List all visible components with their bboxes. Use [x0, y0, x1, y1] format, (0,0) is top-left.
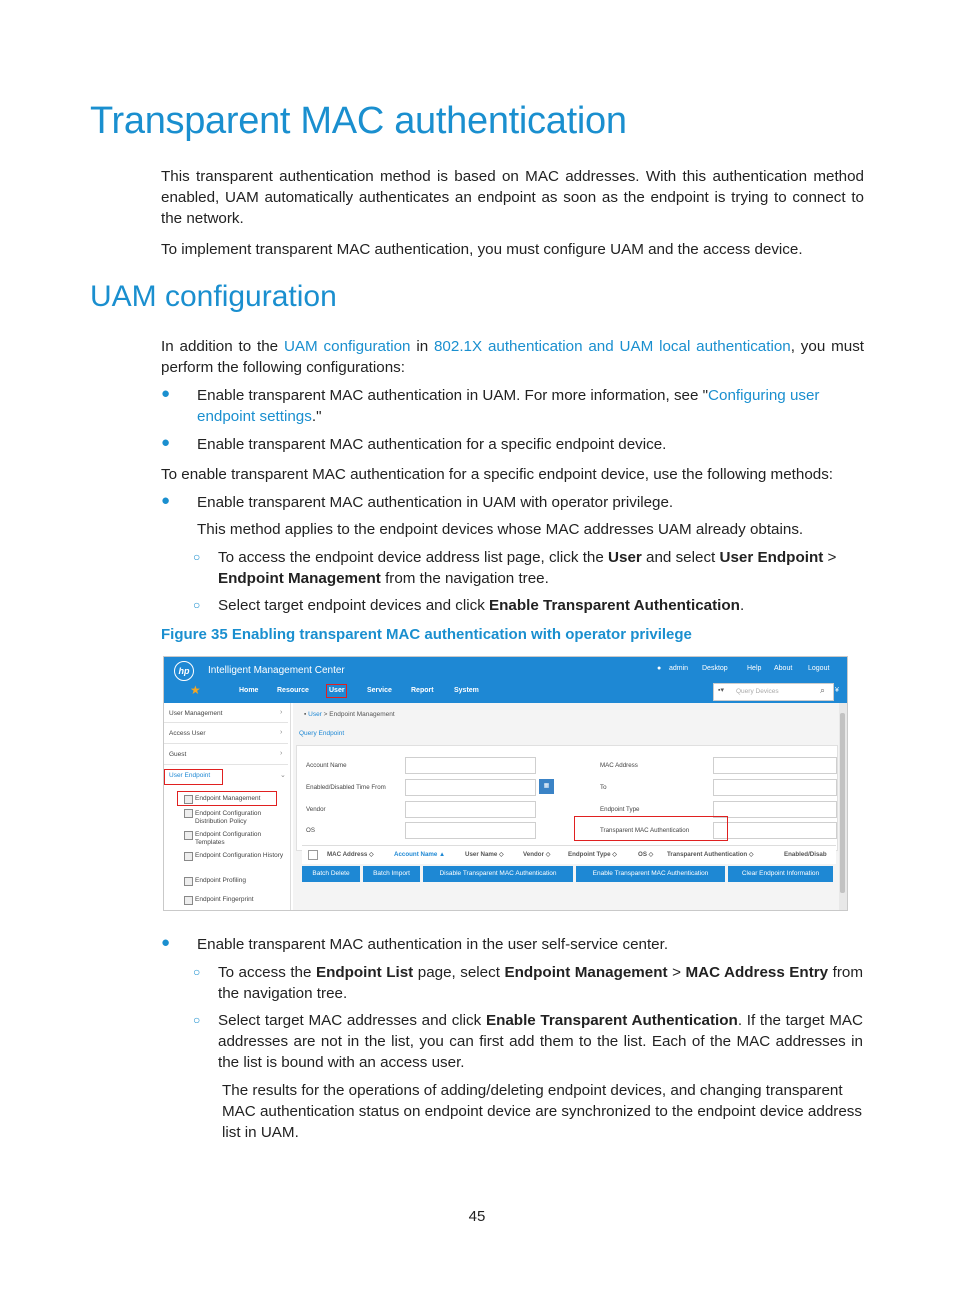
- divider: [164, 743, 288, 744]
- uam-paragraph: [161, 336, 864, 378]
- sub-bullet-icon: ○: [193, 550, 201, 564]
- sub-bullet-icon: ○: [193, 1013, 201, 1027]
- configuring-user-endpoint-link[interactable]: Configuring user endpoint settings: [197, 387, 820, 425]
- endpoint-icon: [184, 852, 193, 861]
- sub-c1-t4: from the navigation tree.: [380, 570, 549, 587]
- sub-d1-b1: Endpoint List: [315, 964, 414, 981]
- nav-system[interactable]: System: [454, 687, 479, 694]
- nav-service[interactable]: Service: [367, 687, 392, 694]
- clear-endpoint-info-button[interactable]: Clear Endpoint Information: [728, 866, 833, 882]
- favorites-star-icon[interactable]: ★: [190, 683, 201, 697]
- tree-config-templates[interactable]: Endpoint Configuration Templates: [195, 831, 262, 846]
- select-all-checkbox[interactable]: [308, 850, 318, 860]
- sub-d2-t1: Select target MAC addresses and click: [218, 1012, 486, 1029]
- uam-text-mid: in: [410, 338, 434, 355]
- tree-endpoint-fingerprint[interactable]: Endpoint Fingerprint: [195, 896, 254, 903]
- col-user-name[interactable]: User Name ◇: [465, 851, 504, 858]
- breadcrumb-icon: ▪: [304, 711, 309, 718]
- endpoint-icon: [184, 809, 193, 818]
- intro-paragraph-1: This transparent authentication method is based on MAC addresses. With this authentication method enabled, UAM automatically authenticates an endpoint as soon as the endpoint is trying to connect to the network.: [161, 168, 864, 227]
- label-time-from: Enabled/Disabled Time From: [306, 784, 386, 791]
- transparent-mac-select[interactable]: [713, 822, 837, 839]
- sub-d1-b3: MAC Address Entry: [685, 964, 829, 981]
- batch-delete-button[interactable]: Batch Delete: [302, 866, 360, 882]
- bullet-icon: ●: [161, 385, 171, 402]
- breadcrumb: [304, 711, 395, 718]
- top-link-admin[interactable]: admin: [669, 665, 689, 672]
- endpoint-management-highlight: [177, 791, 277, 806]
- sub-c2-t1: Select target endpoint devices and click: [218, 597, 490, 614]
- sub-d1: [218, 962, 863, 1004]
- query-devices-input[interactable]: [713, 683, 834, 701]
- top-link-desktop[interactable]: Desktop: [702, 665, 728, 672]
- top-bar: [164, 657, 847, 703]
- search-icon[interactable]: ⌕: [820, 685, 826, 695]
- dot1x-auth-link[interactable]: 802.1X authentication and UAM local authentication: [433, 338, 791, 355]
- bullet-c: Enable transparent MAC authentication in UAM with operator privilege.: [197, 494, 674, 511]
- tree-endpoint-profiling[interactable]: Endpoint Profiling: [195, 877, 246, 884]
- enable-button-highlight: [574, 816, 728, 841]
- sub-c1-t2: and select: [641, 549, 720, 566]
- label-account-name: Account Name: [306, 762, 347, 769]
- scrollbar[interactable]: [839, 703, 847, 910]
- col-os[interactable]: OS ◇: [638, 851, 654, 858]
- sub-d1-b2: Endpoint Management: [504, 964, 668, 981]
- col-vendor[interactable]: Vendor ◇: [523, 851, 551, 858]
- query-panel: [296, 745, 838, 851]
- bullet-icon: ●: [161, 492, 171, 509]
- nav-report[interactable]: Report: [411, 687, 434, 694]
- uam-text-pre: In addition to the: [161, 338, 284, 355]
- bullet-d: Enable transparent MAC authentication in the user self-service center.: [197, 936, 669, 953]
- time-from-input[interactable]: [405, 779, 536, 796]
- sub-c1-t1: To access the endpoint device address list page, click the: [218, 549, 609, 566]
- sub-c2-b1: Enable Transparent Authentication: [489, 597, 740, 614]
- os-input[interactable]: [405, 822, 536, 839]
- uam-text-post: , you must perform the following configurations:: [161, 338, 865, 376]
- sub-c2: [218, 595, 744, 616]
- page-number: 45: [468, 1208, 486, 1225]
- endpoint-icon: [184, 877, 193, 886]
- batch-import-button[interactable]: Batch Import: [363, 866, 420, 882]
- intro-paragraph-2: To implement transparent MAC authentication, you must configure UAM and the access device.: [161, 241, 803, 258]
- chevron-down-icon[interactable]: ¥: [835, 687, 839, 694]
- hp-logo: hp: [174, 661, 194, 681]
- endpoint-icon: [184, 896, 193, 905]
- breadcrumb-user-link[interactable]: User: [308, 711, 322, 718]
- sub-c1-b3: Endpoint Management: [218, 570, 381, 587]
- endpoint-type-input[interactable]: [713, 801, 837, 818]
- top-link-about[interactable]: About: [774, 665, 793, 672]
- scrollbar-thumb[interactable]: [840, 713, 845, 893]
- sub-c1-b1: User: [608, 549, 642, 566]
- app-title: Intelligent Management Center: [208, 665, 345, 676]
- table-header: [302, 845, 836, 864]
- top-link-logout[interactable]: Logout: [808, 665, 830, 672]
- sub-c1-b2: User Endpoint: [719, 549, 824, 566]
- time-to-input[interactable]: [713, 779, 837, 796]
- methods-intro: To enable transparent MAC authentication for a specific endpoint device, use the following methods:: [161, 466, 834, 483]
- col-enabled-disabled[interactable]: Enabled/Disab: [784, 851, 827, 858]
- imc-screenshot: [163, 656, 848, 911]
- disable-transparent-mac-button[interactable]: Disable Transparent MAC Authentication: [423, 866, 573, 882]
- device-type-icon[interactable]: ▪▾: [718, 687, 724, 694]
- page-heading: Transparent MAC authentication: [90, 100, 627, 142]
- divider: [164, 722, 288, 723]
- col-mac-address[interactable]: MAC Address ◇: [327, 851, 374, 858]
- col-account-name[interactable]: Account Name ▲: [394, 851, 446, 858]
- vendor-input[interactable]: [405, 801, 536, 818]
- chevron-right-icon: ›: [280, 750, 283, 757]
- nav-home[interactable]: Home: [239, 687, 259, 694]
- sidebar-item-user-endpoint[interactable]: User Endpoint: [169, 772, 211, 779]
- sub-d1-t2: page, select: [413, 964, 505, 981]
- nav-user-highlight: [326, 684, 347, 698]
- col-transparent-auth[interactable]: Transparent Authentication ◇: [667, 851, 754, 858]
- user-icon: ●: [657, 665, 662, 672]
- tree-endpoint-management[interactable]: Endpoint Management: [195, 795, 261, 802]
- label-os: OS: [306, 827, 315, 834]
- col-endpoint-type[interactable]: Endpoint Type ◇: [568, 851, 617, 858]
- sidebar-item-guest[interactable]: Guest: [169, 751, 187, 758]
- top-link-help[interactable]: Help: [747, 665, 762, 672]
- nav-resource[interactable]: Resource: [277, 687, 309, 694]
- nav-user[interactable]: User: [329, 687, 345, 694]
- sub-d2-note: The results for the operations of adding/deleting endpoint devices, and changing transparent MAC authentication status on endpoint device are synchronized to the endpoint device address list in UAM.: [222, 1082, 862, 1141]
- bullet-a-pre: Enable transparent MAC authentication in UAM. For more information, see ": [197, 387, 709, 404]
- label-endpoint-type: Endpoint Type: [600, 806, 640, 813]
- sub-d2-b1: Enable Transparent Authentication: [485, 1012, 738, 1029]
- chevron-right-icon: ›: [280, 709, 283, 716]
- chevron-down-icon: ⌄: [280, 772, 286, 779]
- query-placeholder: Query Devices: [736, 688, 779, 695]
- bullet-icon: ●: [161, 434, 171, 451]
- calendar-icon[interactable]: ▦: [539, 779, 554, 794]
- label-to: To: [600, 784, 607, 791]
- sub-d2: [218, 1010, 863, 1073]
- label-transparent-mac: Transparent MAC Authentication: [600, 827, 690, 834]
- tree-config-history[interactable]: Endpoint Configuration History: [195, 852, 284, 859]
- sub-c1-t3: >: [823, 549, 837, 566]
- sidebar-item-user-management[interactable]: User Management: [169, 710, 223, 717]
- uam-configuration-link[interactable]: UAM configuration: [283, 338, 411, 355]
- chevron-right-icon: ›: [280, 729, 283, 736]
- mac-address-input[interactable]: [713, 757, 837, 774]
- sidebar: [164, 703, 291, 910]
- breadcrumb-sep: >: [321, 711, 330, 718]
- enable-transparent-mac-button[interactable]: Enable Transparent MAC Authentication: [576, 866, 725, 882]
- sub-bullet-icon: ○: [193, 598, 201, 612]
- bullet-c-note: This method applies to the endpoint devices whose MAC addresses UAM already obtains.: [197, 521, 804, 538]
- sub-d1-t3: >: [667, 964, 686, 981]
- divider: [164, 764, 288, 765]
- main-content: [293, 703, 839, 910]
- sub-d1-t1: To access the: [218, 964, 316, 981]
- label-vendor: Vendor: [306, 806, 326, 813]
- sub-bullet-icon: ○: [193, 965, 201, 979]
- figure-caption: Figure 35 Enabling transparent MAC authentication with operator privilege: [161, 626, 692, 643]
- account-name-input[interactable]: [405, 757, 536, 774]
- label-mac-address: MAC Address: [600, 762, 638, 769]
- bullet-a-post: .": [311, 408, 322, 425]
- tree-distribution-policy[interactable]: Endpoint Configuration Distribution Policy: [195, 810, 262, 825]
- sub-c2-t2: .: [739, 597, 745, 614]
- sub-d1-t4: from the navigation tree.: [218, 964, 864, 1002]
- breadcrumb-current: Endpoint Management: [329, 711, 395, 718]
- bullet-a: [197, 385, 857, 427]
- sub-c1: [218, 547, 858, 589]
- bullet-b: Enable transparent MAC authentication for a specific endpoint device.: [197, 436, 667, 453]
- endpoint-icon: [184, 831, 193, 840]
- bullet-icon: ●: [161, 934, 171, 951]
- sidebar-item-access-user[interactable]: Access User: [169, 730, 206, 737]
- query-endpoint-title: Query Endpoint: [299, 730, 345, 737]
- user-endpoint-highlight: [164, 769, 223, 785]
- sub-d2-t2: . If the target MAC addresses are not in the list, you can first add them to the list. Each of the MAC addresses in the list is bound with an access user.: [218, 1012, 863, 1071]
- section-heading: UAM configuration: [90, 280, 337, 313]
